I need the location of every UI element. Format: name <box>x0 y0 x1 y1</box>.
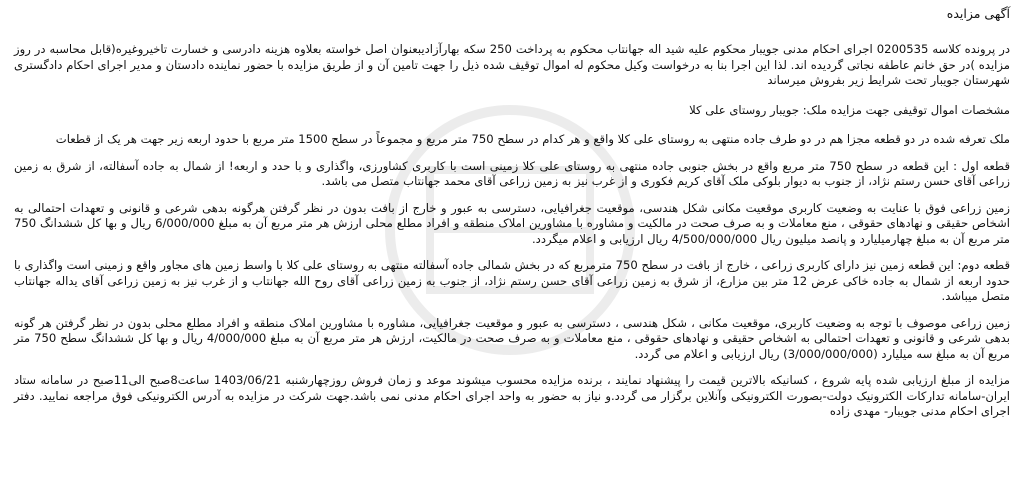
parcel-one-paragraph: قطعه اول : این قطعه در سطح 750 متر مربع واقع در بخش جنوبی جاده منتهی به روستای علی کلا زمینی است با کاربری کشاورزی، واگذاری و با حدد و اربعه! از شمال به جاده آسفالته، از شرق به زمین زراعی آقای حسن رستم نژاد، از جنوب به دیوار بلوکی ملک آقای کریم فکوری و از غرب نیز به زمین زراعی آقای محمد جهانتاب متصل می باشد. <box>14 158 1010 188</box>
property-specs-heading: مشخصات اموال توقیفی جهت مزایده ملک: جویبار روستای علی کلا <box>689 102 1010 117</box>
auction-terms-paragraph: مزایده از مبلغ ارزیابی شده پایه شروع ، کسانیکه بالاترین قیمت را پیشنهاد نمایند ، برنده مزایده محسوب میشوند موعد و زمان فروش روزچهارشنبه 1403/06/21 ساعت8صبح الی11صبح در سامانه ستاد ایران-سامانه تدارکات الکترونیک دولت-بصورت الکترونیکی وآنلاین برگزار می گردد.و نیاز به حضور به واحد اجرای احکام مدنی نمی باشد.جهت شرکت در مزایده به آدرس الکترونیکی فوق مراجعه نمایید. دفتر اجرای احکام مدنی جویبار- مهدی زاده <box>14 373 1010 418</box>
intro-paragraph: در پرونده کلاسه 0200535 اجرای احکام مدنی جویبار محکوم علیه شید اله جهانتاب محکوم به پرداخت 250 سکه بهارآزادیبعنوان اصل خواسته بعلاوه هزینه دادرسی و خسارت تاخیروغیره(قابل محاسبه در روز مزایده )در حق خانم عاطفه نجاتی گردیده اند. لذا این اجرا بنا به درخواست وکیل محکوم له اموال توقیف شده ذیل را جهت تامین آن و از طریق مزایده با حضور نماینده دادستان و مدیر اجرای احکام دادگستری شهرستان جویبار تحت شرایط زیر بفروش میرساند <box>14 42 1010 87</box>
parcel-two-paragraph: قطعه دوم: این قطعه زمین نیز دارای کاربری زراعی ، خارج از بافت در سطح 750 مترمربع که در بخش شمالی جاده آسفالته منتهی به روستای علی کلا با واسط زمین های مجاور واقع و زمینی است واگذاری با حدود اربعه از شمال به جاده خاکی عرض 12 متر بین مزارع، از شرق به زمین زراعی آقای حسن رستم نژاد، از جنوب به زمین زراعی آقای روح الله جهانتاب و از غرب نیز به زمین زراعی آقای یداله جهانتاب متصل میباشد. <box>14 258 1010 303</box>
notice-title: آگهی مزایده <box>946 6 1010 21</box>
parcel-two-valuation-paragraph: زمین زراعی موصوف با توجه به وضعیت کاربری، موقعیت مکانی ، شکل هندسی ، دسترسی به عبور و موقعیت جغرافیایی، مشاوره با مشاورین املاک منطقه و افراد مطلع محلی بدون در نظر گرفتن هر گونه بدهی شرعی و قانونی و تعهدات احتمالی به اشخاص حقیقی و نهادهای حقوقی ، منع معاملات و به صرف صحت در مالکیت، ارزش هر متر مربع آن به مبلغ 4/000/000 ریال و بها کل ششدانگ سطح 750 متر مربع آن به مبلغ سه میلیارد (3/000/000/000) ریال ارزیابی و اعلام می گردد. <box>14 315 1010 361</box>
land-description-paragraph: ملک تعرفه شده در دو قطعه مجزا هم در دو طرف جاده منتهی به روستای علی کلا واقع و هر کدام در سطح 750 متر مربع و مجموعاً در سطح 1500 متر مربع با حدود اربعه زیر جهت هر یک از قطعات <box>55 132 1010 146</box>
parcel-one-valuation-paragraph: زمین زراعی فوق با عنایت به وضعیت کاربری موقعیت مکانی شکل هندسی، موقعیت جغرافیایی، دسترسی به عبور و خارج از بافت بدون در نظر گرفتن هرگونه بدهی شرعی و قانونی و تعهدات احتمالی به اشخاص حقیقی و نهادهای حقوقی ، منع معاملات و به صرف صحت در مالکیت و مشاوره با مشاورین املاک منطقه و افراد مطلع محلی ارزش هر متر مربع آن به مبلغ 6/000/000 ریال و بها کل ششدانگ 750 متر مربع آن به مبلغ چهارمیلیارد و پانصد میلیون ریال 4/500/000/000 ریال ارزیابی و اعلام میگردد. <box>14 200 1010 246</box>
